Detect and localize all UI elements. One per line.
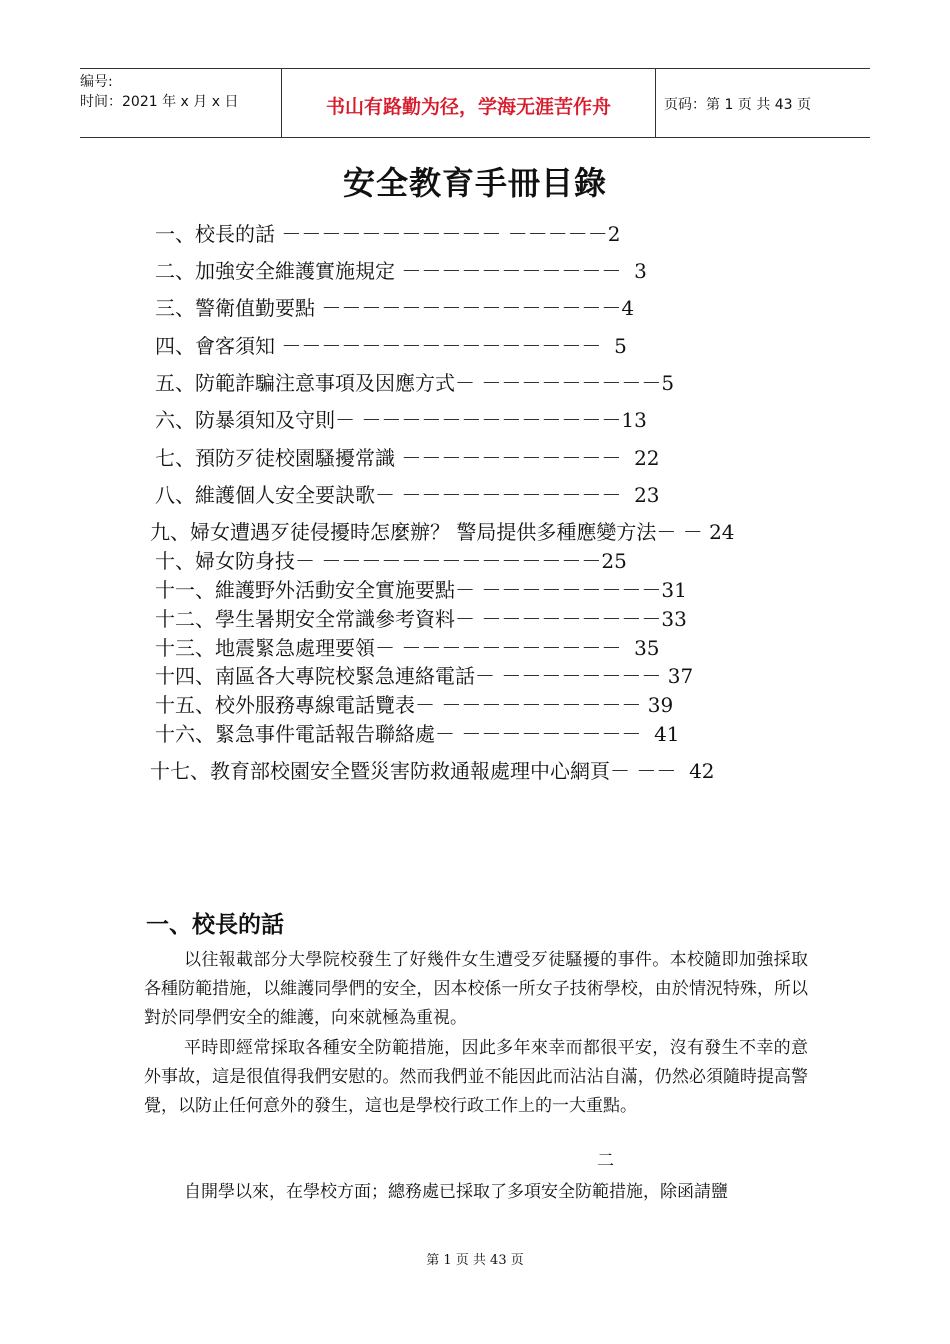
toc-item[interactable]: 十、婦女防身技－ －－－－－－－－－－－－－－25 xyxy=(155,549,627,573)
document-title: 安全教育手冊目錄 xyxy=(342,164,607,202)
toc-item[interactable]: 十三、地震緊急處理要領－ －－－－－－－－－－－ 35 xyxy=(155,636,660,660)
toc-item[interactable]: 十五、校外服務專線電話覽表－ －－－－－－－－－－ 39 xyxy=(155,693,674,717)
toc-item[interactable]: 四、會客須知 －－－－－－－－－－－－－－－－ 5 xyxy=(155,334,627,358)
body-paragraph: 自開學以來，在學校方面；總務處已採取了多項安全防範措施，除函請鹽 xyxy=(184,1182,728,1202)
toc-item[interactable]: 十一、維護野外活動安全實施要點－ －－－－－－－－－31 xyxy=(155,578,687,602)
toc-item[interactable]: 二、加強安全維護實施規定 －－－－－－－－－－－ 3 xyxy=(155,259,647,283)
toc-item[interactable]: 五、防範詐騙注意事項及因應方式－ －－－－－－－－－5 xyxy=(155,371,675,395)
header-motto: 书山有路勤为径，学海无涯苦作舟 xyxy=(281,69,656,137)
toc-item[interactable]: 九、婦女遭遇歹徒侵擾時怎麼辦？ 警局提供多種應變方法－ － 24 xyxy=(150,520,735,544)
page-header xyxy=(80,68,870,138)
time-label: 时间：2021 年 x 月 x 日 xyxy=(80,94,239,110)
section-number-mark: 二 xyxy=(597,1151,614,1171)
page-footer: 第 1 页 共 43 页 xyxy=(426,1253,524,1268)
toc-item[interactable]: 六、防暴須知及守則－ －－－－－－－－－－－－－13 xyxy=(155,408,647,432)
number-label: 编号: xyxy=(80,74,113,90)
toc-item[interactable]: 三、警衛值勤要點 －－－－－－－－－－－－－－－4 xyxy=(155,296,635,320)
toc-item[interactable]: 一、校長的話 －－－－－－－－－－－ －－－－－2 xyxy=(155,222,621,246)
toc-item[interactable]: 十六、緊急事件電話報告聯絡處－ －－－－－－－－－ 41 xyxy=(155,722,680,746)
body-paragraph: 平時即經常採取各種安全防範措施，因此多年來幸而都很平安，沒有發生不幸的意外事故，這是很值得我們安慰的。然而我們並不能因此而沾沾自滿，仍然必須隨時提高警覺，以防止任何意外的發生，這也是學校行政工作上的一大重點。 xyxy=(144,1038,808,1116)
section-heading: 一、校長的話 xyxy=(146,911,284,938)
toc-item[interactable]: 十二、學生暑期安全常識參考資料－ －－－－－－－－－33 xyxy=(155,607,687,631)
toc-item[interactable]: 十四、南區各大專院校緊急連絡電話－ －－－－－－－－ 37 xyxy=(155,664,694,688)
toc-item[interactable]: 十七、教育部校園安全暨災害防救通報處理中心網頁－ －－ 42 xyxy=(150,759,715,783)
header-meta xyxy=(80,69,281,137)
toc-item[interactable]: 八、維護個人安全要訣歌－ －－－－－－－－－－－ 23 xyxy=(155,483,660,507)
header-page-info: 页码：第 1 页 共 43 页 xyxy=(664,97,811,113)
body-paragraph: 以往報載部分大學院校發生了好幾件女生遭受歹徒騷擾的事件。本校隨即加強採取各種防範措施，以維護同學們的安全，因本校係一所女子技術學校，由於情況特殊，所以對於同學們安全的維護，向來就極為重視。 xyxy=(144,950,808,1028)
toc-item[interactable]: 七、預防歹徒校園騷擾常識 －－－－－－－－－－－ 22 xyxy=(155,446,660,470)
